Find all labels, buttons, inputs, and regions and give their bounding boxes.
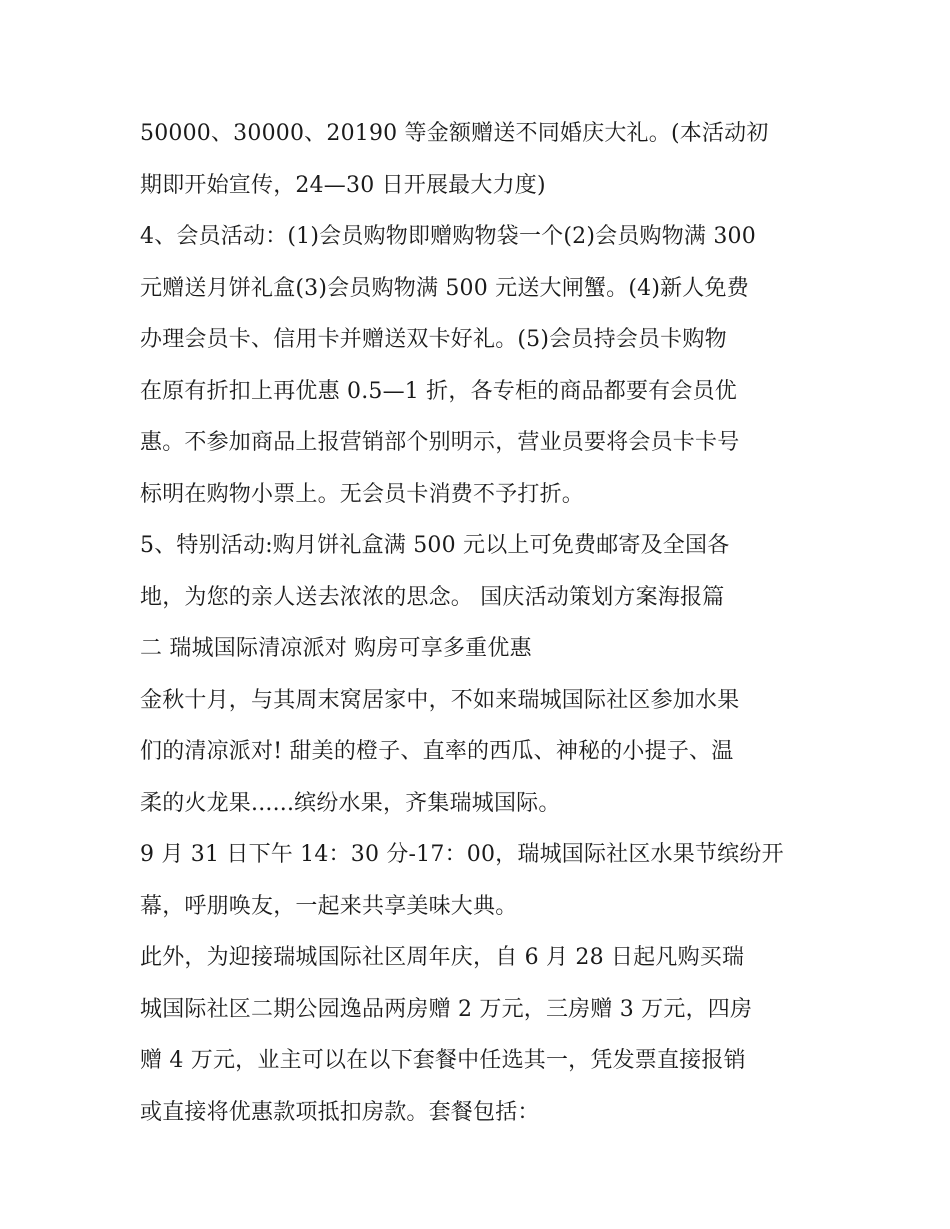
text-line: 柔的火龙果......缤纷水果，齐集瑞城国际。 — [140, 790, 561, 816]
text-line: 惠。不参加商品上报营销部个别明示，营业员要将会员卡卡号 — [140, 430, 740, 455]
text-line: 在原有折扣上再优惠 0.5—1 折，各专柜的商品都要有会员优 — [140, 378, 737, 404]
text-line: 或直接将优惠款项抵扣房款。套餐包括： — [140, 1099, 540, 1125]
text-line: 5、特别活动:购月饼礼盒满 500 元以上可免费邮寄及全国各 — [140, 533, 730, 558]
text-line: 地，为您的亲人送去浓浓的思念。 国庆活动策划方案海报篇 — [140, 584, 725, 610]
text-line: 幕，呼朋唤友，一起来共享美味大典。 — [140, 893, 518, 919]
text-line: 元赠送月饼礼盒(3)会员购物满 500 元送大闸蟹。(4)新人免费 — [140, 275, 749, 301]
text-line: 4、会员活动：(1)会员购物即赠购物袋一个(2)会员购物满 300 — [140, 224, 756, 249]
text-line: 办理会员卡、信用卡并赠送双卡好礼。(5)会员持会员卡购物 — [140, 327, 727, 352]
text-line: 们的清凉派对! 甜美的橙子、直率的西瓜、神秘的小提子、温 — [140, 739, 734, 764]
text-line: 9 月 31 日下午 14：30 分-17：00，瑞城国际社区水果节缤纷开 — [140, 842, 784, 867]
text-line: 标明在购物小票上。无会员卡消费不予打折。 — [140, 481, 585, 507]
text-line: 城国际社区二期公园逸品两房赠 2 万元，三房赠 3 万元，四房 — [140, 996, 753, 1022]
text-line: 二 瑞城国际清凉派对 购房可享多重优惠 — [140, 636, 532, 661]
text-line: 此外，为迎接瑞城国际社区周年庆，自 6 月 28 日起凡购买瑞 — [140, 945, 745, 970]
text-line: 期即开始宣传，24—30 日开展最大力度) — [140, 172, 546, 198]
document-body — [140, 108, 820, 1138]
text-line: 金秋十月，与其周末窝居家中，不如来瑞城国际社区参加水果 — [140, 687, 740, 713]
text-line: 赠 4 万元，业主可以在以下套餐中任选其一，凭发票直接报销 — [140, 1048, 746, 1073]
text-line: 50000、30000、20190 等金额赠送不同婚庆大礼。(本活动初 — [140, 121, 769, 146]
